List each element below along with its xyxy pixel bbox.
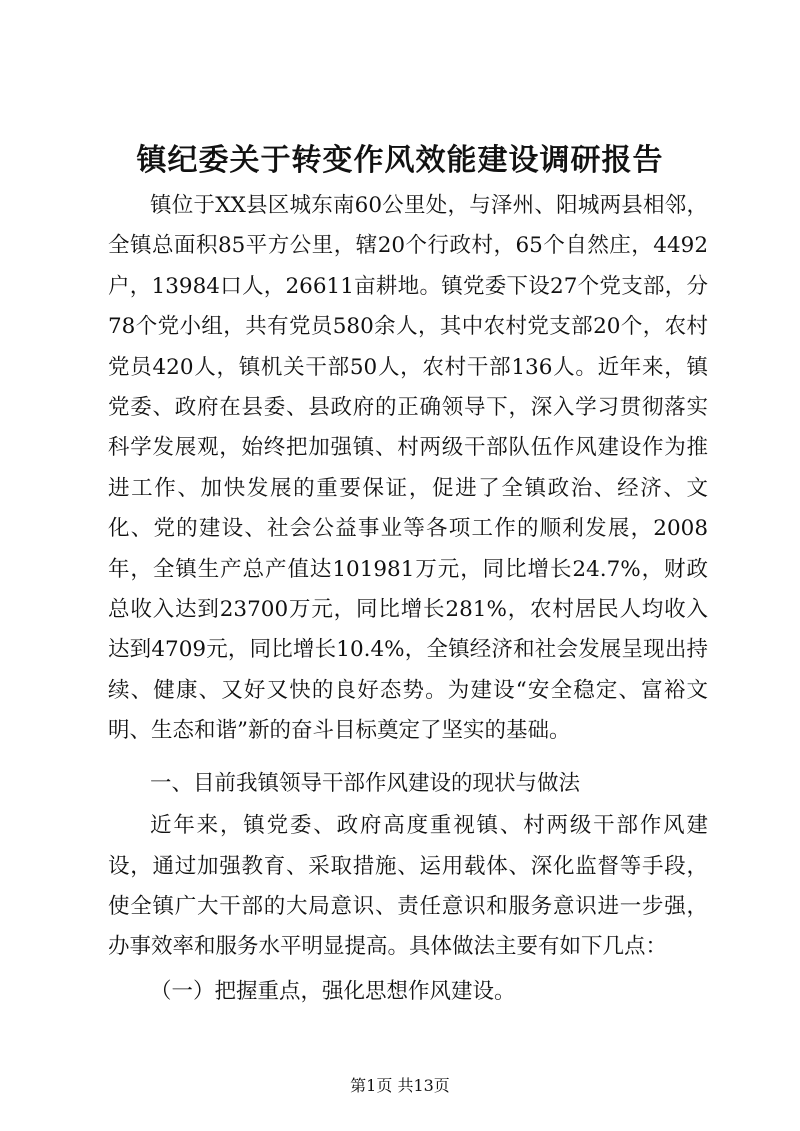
intro-paragraph: 镇位于XX县区城东南60公里处，与泽州、阳城两县相邻，全镇总面积85平方公里，辖20个行政村，65个自然庄，4492户，13984口人，26611亩耕地。镇党委下设27个党支部，分78个党小组，共有党员580余人，其中农村党支部20个，农村党员420人，镇机关干部50人，农村干部136人。近年来，镇党委、政府在县委、县政府的正确领导下，深入学习贯彻落实科学发展观，始终把加强镇、村两级干部队伍作风建设作为推进工作、加快发展的重要保证，促进了全镇政治、经济、文化、党的建设、社会公益事业等各项工作的顺利发展，2008年，全镇生产总产值达101981万元，同比增长24.7%，财政总收入达到23700万元，同比增长281%，农村居民人均收入达到4709元，同比增长10.4%，全镇经济和社会发展呈现出持续、健康、又好又快的良好态势。为建设“安全稳定、富裕文明、生态和谐”新的奋斗目标奠定了坚实的基础。 (108, 193, 708, 744)
page-number-footer: 第1页 共13页 (350, 1076, 450, 1095)
document-body (108, 186, 708, 1012)
section-paragraph: 近年来，镇党委、政府高度重视镇、村两级干部作风建设，通过加强教育、采取措施、运用载体、深化监督等手段，使全镇广大干部的大局意识、责任意识和服务意识进一步强，办事效率和服务水平明显提高。具体做法主要有如下几点： (108, 813, 708, 960)
subsection-heading: （一）把握重点，强化思想作风建设。 (150, 978, 516, 1004)
document-title: 镇纪委关于转变作风效能建设调研报告 (136, 143, 664, 178)
section-heading: 一、目前我镇领导干部作风建设的现状与做法 (150, 770, 581, 796)
